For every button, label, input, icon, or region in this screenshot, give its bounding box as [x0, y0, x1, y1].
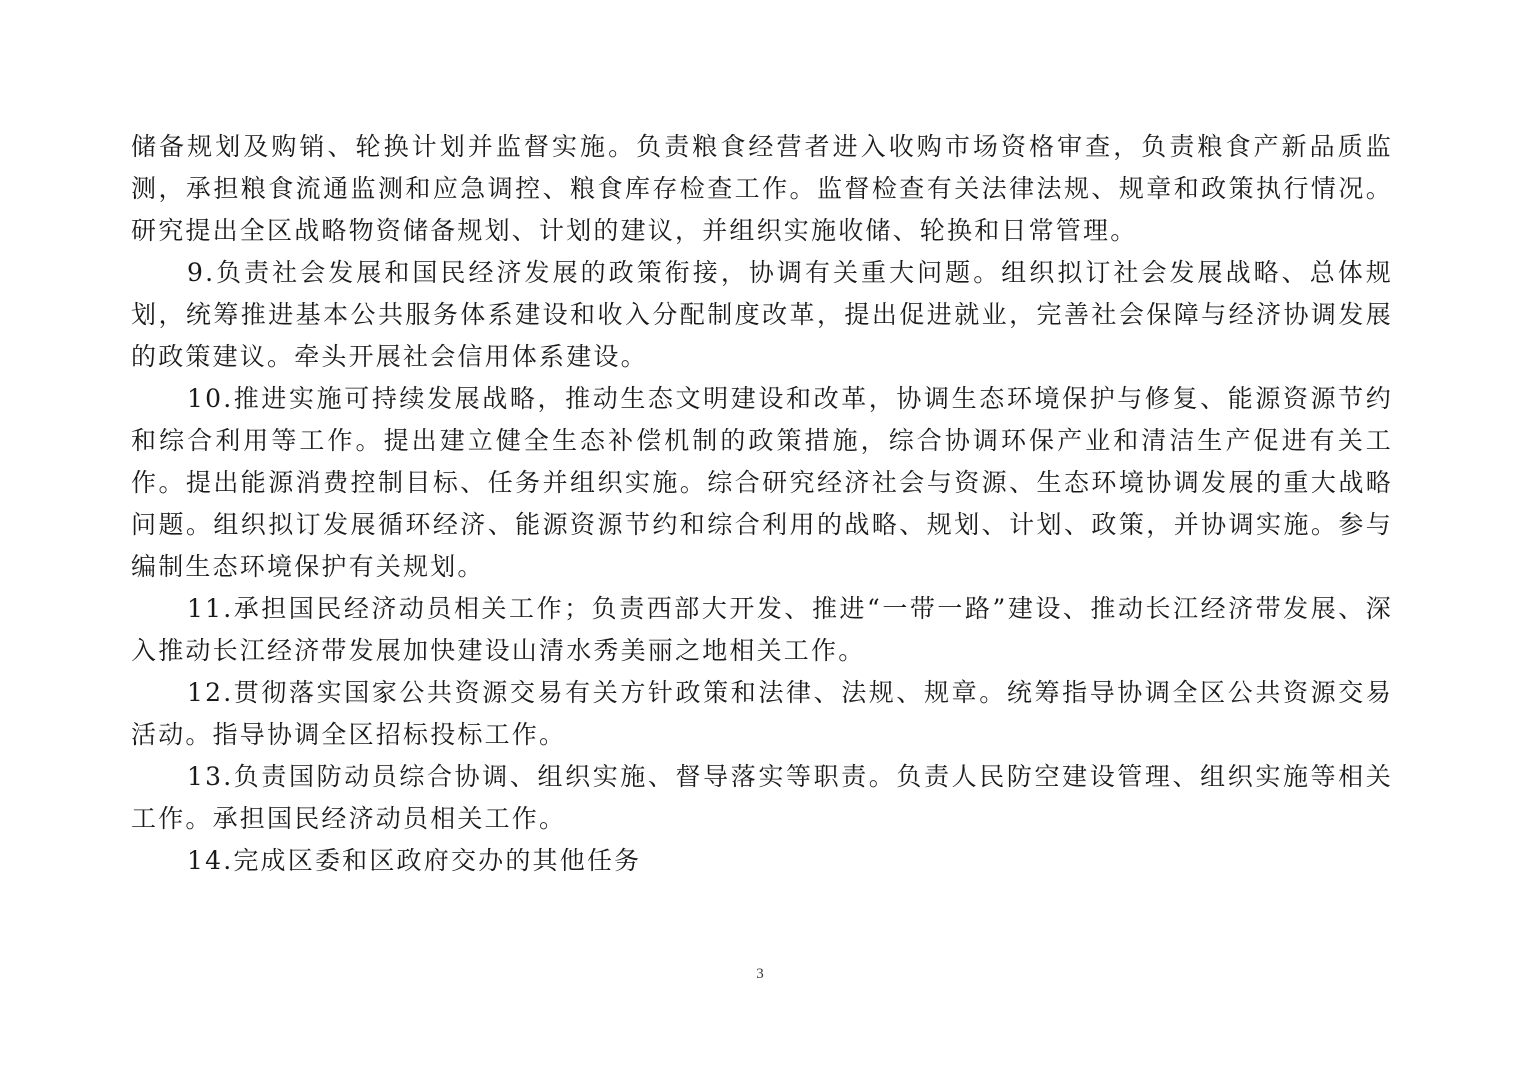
document-body: [131, 126, 1393, 882]
paragraph-item-10: 10.推进实施可持续发展战略，推动生态文明建设和改革，协调生态环境保护与修复、能源资源节约和综合利用等工作。提出建立健全生态补偿机制的政策措施，综合协调环保产业和清洁生产促进有关工作。提出能源消费控制目标、任务并组织实施。综合研究经济社会与资源、生态环境协调发展的重大战略问题。组织拟订发展循环经济、能源资源节约和综合利用的战略、规划、计划、政策，并协调实施。参与编制生态环境保护有关规划。: [131, 384, 1393, 581]
paragraph-item-11: 11.承担国民经济动员相关工作；负责西部大开发、推进“一带一路”建设、推动长江经济带发展、深入推动长江经济带发展加快建设山清水秀美丽之地相关工作。: [131, 594, 1393, 665]
paragraph-item-9: 9.负责社会发展和国民经济发展的政策衔接，协调有关重大问题。组织拟订社会发展战略、总体规划，统筹推进基本公共服务体系建设和收入分配制度改革，提出促进就业，完善社会保障与经济协调发展的政策建议。牵头开展社会信用体系建设。: [131, 258, 1393, 371]
paragraph-item-14: 14.完成区委和区政府交办的其他任务: [187, 846, 642, 875]
page-number: 3: [756, 966, 764, 982]
paragraph-item-13: 13.负责国防动员综合协调、组织实施、督导落实等职责。负责人民防空建设管理、组织实施等相关工作。承担国民经济动员相关工作。: [131, 762, 1393, 833]
paragraph-item-12: 12.贯彻落实国家公共资源交易有关方针政策和法律、法规、规章。统筹指导协调全区公共资源交易活动。指导协调全区招标投标工作。: [131, 678, 1393, 749]
paragraph-continuation: 储备规划及购销、轮换计划并监督实施。负责粮食经营者进入收购市场资格审查，负责粮食产新品质监测，承担粮食流通监测和应急调控、粮食库存检查工作。监督检查有关法律法规、规章和政策执行情况。研究提出全区战略物资储备规划、计划的建议，并组织实施收储、轮换和日常管理。: [131, 132, 1393, 245]
